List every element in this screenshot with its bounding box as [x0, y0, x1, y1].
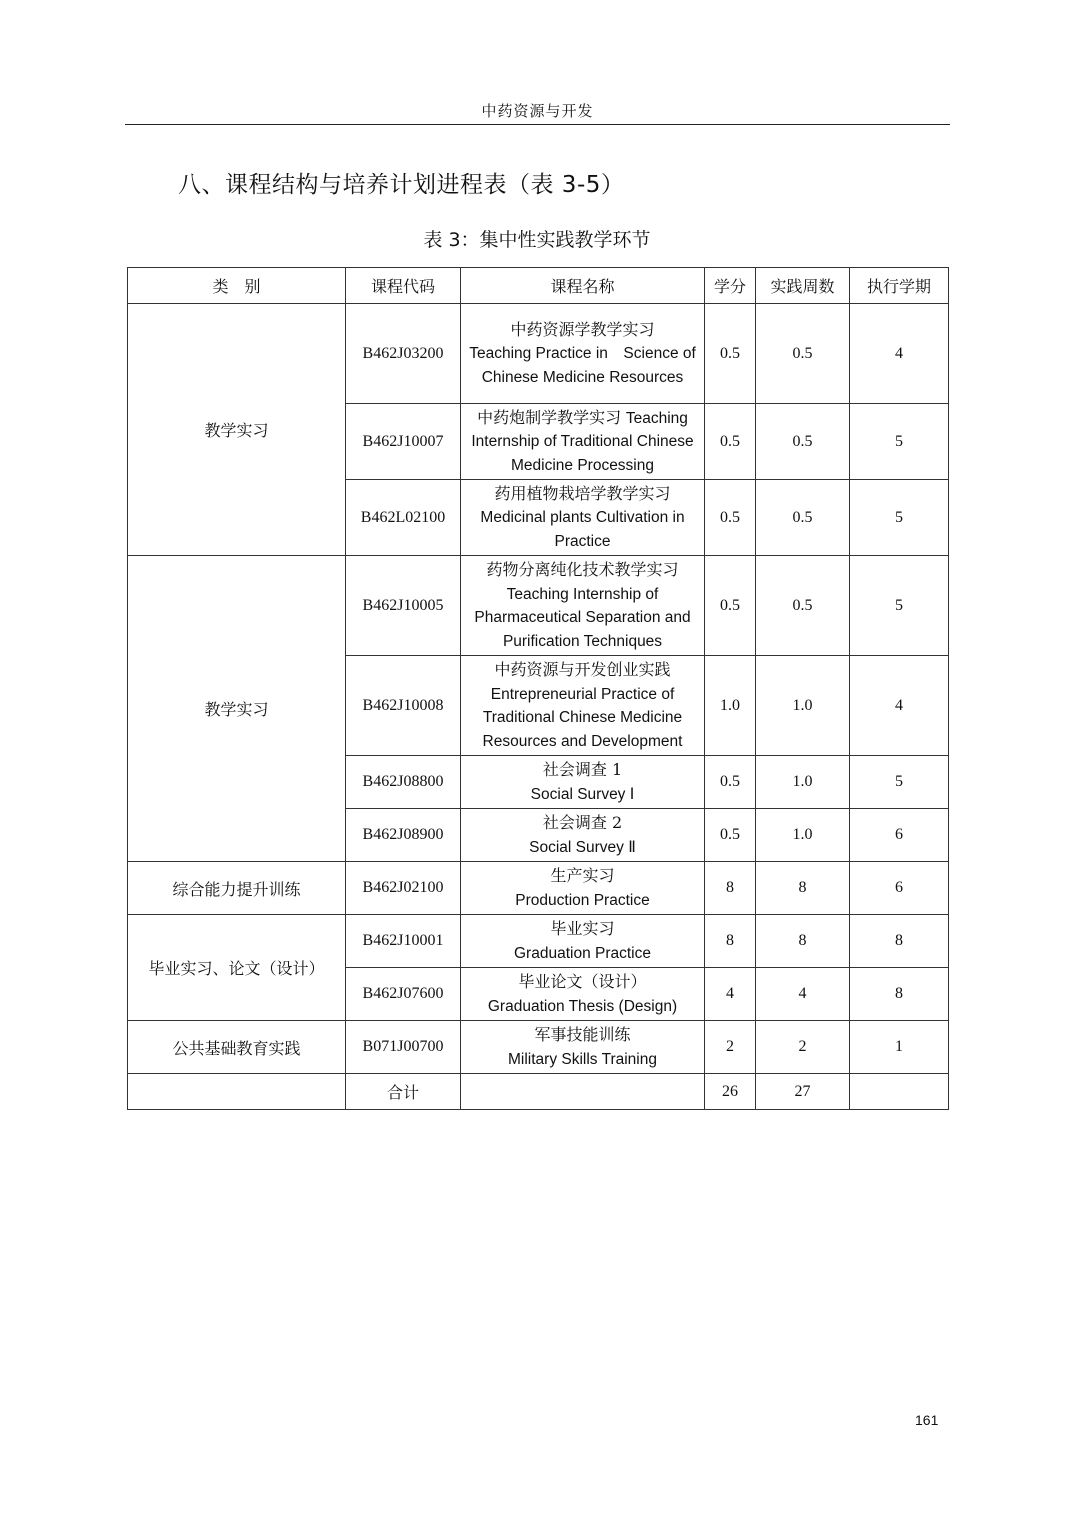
weeks-cell: 1.0 — [756, 809, 850, 862]
header-weeks: 实践周数 — [756, 268, 850, 304]
total-empty-category — [128, 1074, 346, 1110]
total-weeks: 27 — [756, 1074, 850, 1110]
weeks-cell: 0.5 — [756, 556, 850, 656]
credits-cell: 4 — [705, 968, 756, 1021]
course-code: B462J08900 — [346, 809, 461, 862]
category-cell: 教学实习 — [128, 556, 346, 862]
semester-cell: 8 — [850, 915, 949, 968]
course-name-en: Medicinal plants Cultivation in Practice — [480, 509, 685, 550]
course-name — [461, 556, 705, 656]
header-credits: 学分 — [705, 268, 756, 304]
practice-course-table — [127, 267, 949, 1110]
course-name-zh: 社会调查 1 — [542, 760, 623, 779]
weeks-cell: 8 — [756, 915, 850, 968]
header-name: 课程名称 — [461, 268, 705, 304]
semester-cell: 4 — [850, 304, 949, 404]
course-name-en: Entrepreneurial Practice of Traditional Chinese Medicine Resources and Development — [482, 685, 683, 750]
total-label: 合计 — [346, 1074, 461, 1110]
credits-cell: 0.5 — [705, 480, 756, 556]
course-name — [461, 968, 705, 1021]
table-row — [128, 915, 949, 968]
credits-cell: 8 — [705, 915, 756, 968]
credits-cell: 0.5 — [705, 756, 756, 809]
table-header-row — [128, 268, 949, 304]
table-row — [128, 304, 949, 404]
weeks-cell: 2 — [756, 1021, 850, 1074]
course-code: B462J08800 — [346, 756, 461, 809]
semester-cell: 4 — [850, 656, 949, 756]
course-name — [461, 656, 705, 756]
course-name-zh: 毕业实习 — [550, 919, 615, 938]
section-title: 八、课程结构与培养计划进程表（表 3-5） — [178, 172, 625, 198]
weeks-cell: 0.5 — [756, 480, 850, 556]
course-code: B462J07600 — [346, 968, 461, 1021]
semester-cell: 6 — [850, 809, 949, 862]
total-credits: 26 — [705, 1074, 756, 1110]
header-category: 类 别 — [128, 268, 346, 304]
course-code: B462J10005 — [346, 556, 461, 656]
total-empty-semester — [850, 1074, 949, 1110]
course-code: B462J10007 — [346, 404, 461, 480]
semester-cell: 5 — [850, 404, 949, 480]
category-cell: 教学实习 — [128, 304, 346, 556]
course-code: B462L02100 — [346, 480, 461, 556]
category-cell: 综合能力提升训练 — [128, 862, 346, 915]
semester-cell: 1 — [850, 1021, 949, 1074]
course-name-zh: 中药资源学教学实习 — [510, 319, 655, 339]
course-name-en: Teaching Internship of Pharmaceutical Separation and Purification Techniques — [474, 585, 691, 650]
course-code: B462J10008 — [346, 656, 461, 756]
credits-cell: 0.5 — [705, 809, 756, 862]
course-name-zh: 药用植物栽培学教学实习 — [494, 483, 671, 503]
course-name — [461, 480, 705, 556]
course-name-en: Social Survey Ⅰ — [530, 785, 635, 803]
course-name — [461, 304, 712, 404]
weeks-cell: 1.0 — [756, 656, 850, 756]
course-name — [461, 756, 705, 809]
header-semester: 执行学期 — [850, 268, 949, 304]
weeks-cell: 4 — [756, 968, 850, 1021]
semester-cell: 8 — [850, 968, 949, 1021]
running-header: 中药资源与开发 — [125, 100, 950, 125]
course-code: B462J02100 — [346, 862, 461, 915]
course-name-zh: 生产实习 — [550, 866, 615, 885]
course-name-en: Graduation Thesis (Design) — [487, 997, 678, 1015]
credits-cell: 0.5 — [705, 556, 756, 656]
course-name — [461, 809, 705, 862]
page-number: 161 — [915, 1412, 939, 1428]
credits-cell: 0.5 — [705, 404, 756, 480]
credits-cell: 8 — [705, 862, 756, 915]
semester-cell: 5 — [850, 480, 949, 556]
weeks-cell: 8 — [756, 862, 850, 915]
course-name-zh: 药物分离纯化技术教学实习 — [486, 560, 679, 579]
course-code: B071J00700 — [346, 1021, 461, 1074]
course-name-zh: 毕业论文（设计） — [518, 972, 647, 991]
category-cell: 毕业实习、论文（设计） — [128, 915, 346, 1021]
table-row — [128, 556, 949, 656]
table-caption: 表 3：集中性实践教学环节 — [423, 229, 651, 251]
semester-cell: 5 — [850, 756, 949, 809]
course-name — [461, 404, 705, 480]
course-name-en: Military Skills Training — [507, 1050, 657, 1068]
header-code: 课程代码 — [346, 268, 461, 304]
credits-cell: 1.0 — [705, 656, 756, 756]
semester-cell: 5 — [850, 556, 949, 656]
course-code: B462J03200 — [346, 304, 461, 404]
course-name-zh: 社会调查 2 — [542, 813, 623, 832]
course-name-en: Teaching Internship of Traditional Chinese Medicine Processing — [471, 409, 694, 474]
course-name-zh: 中药炮制学教学实习 — [477, 407, 622, 427]
course-name-en: Graduation Practice — [514, 944, 651, 962]
course-code: B462J10001 — [346, 915, 461, 968]
course-name-en: Teaching Practice in Science of Chinese Medicine Resources — [469, 345, 712, 386]
weeks-cell: 0.5 — [756, 404, 850, 480]
total-row — [128, 1074, 949, 1110]
course-name — [461, 1021, 705, 1074]
course-name — [461, 862, 705, 915]
course-name-en: Social Survey Ⅱ — [529, 838, 636, 856]
weeks-cell: 0.5 — [756, 304, 850, 404]
course-name — [461, 915, 705, 968]
course-name-zh: 中药资源与开发创业实践 — [494, 660, 671, 679]
credits-cell: 0.5 — [705, 304, 756, 404]
semester-cell: 6 — [850, 862, 949, 915]
course-name-en: Production Practice — [515, 891, 650, 909]
total-empty-name — [461, 1074, 705, 1110]
table-row — [128, 862, 949, 915]
category-cell: 公共基础教育实践 — [128, 1021, 346, 1074]
weeks-cell: 1.0 — [756, 756, 850, 809]
credits-cell: 2 — [705, 1021, 756, 1074]
table-row — [128, 1021, 949, 1074]
course-name-zh: 军事技能训练 — [534, 1025, 631, 1044]
